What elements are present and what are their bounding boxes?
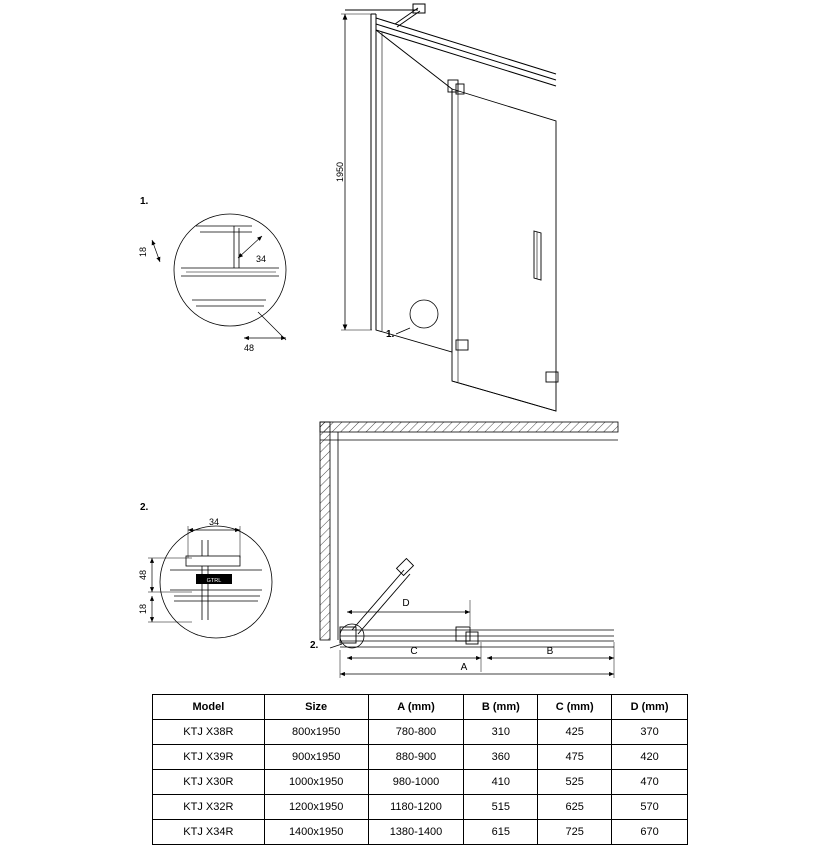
detail-1-label: 1. xyxy=(140,196,149,207)
cell-size: 900x1950 xyxy=(264,745,368,770)
cell-model: KTJ X32R xyxy=(153,795,265,820)
cell-a: 1180-1200 xyxy=(368,795,464,820)
detail-2-view xyxy=(138,502,272,638)
detail-2-dim-34: 34 xyxy=(208,517,220,527)
cell-a: 780-800 xyxy=(368,720,464,745)
cell-b: 410 xyxy=(464,770,538,795)
cell-a: 880-900 xyxy=(368,745,464,770)
table-row xyxy=(153,770,688,795)
specification-table xyxy=(152,694,688,845)
detail-1-dim-34: 34 xyxy=(256,254,267,264)
detail-2-label: 2. xyxy=(140,502,149,513)
column-header-a: A (mm) xyxy=(368,695,464,720)
cell-d: 370 xyxy=(612,720,688,745)
detail-1-dim-18: 18 xyxy=(138,246,148,258)
cell-c: 525 xyxy=(538,770,612,795)
detail-2-dim-48: 48 xyxy=(138,569,148,581)
cell-d: 470 xyxy=(612,770,688,795)
table-row xyxy=(153,820,688,845)
cell-a: 980-1000 xyxy=(368,770,464,795)
cell-size: 800x1950 xyxy=(264,720,368,745)
cell-model: KTJ X30R xyxy=(153,770,265,795)
plan-dim-D: D xyxy=(402,598,410,609)
table-header-row xyxy=(153,695,688,720)
cell-d: 670 xyxy=(612,820,688,845)
table-row xyxy=(153,745,688,770)
detail-1-dim-48: 48 xyxy=(244,343,255,353)
cell-size: 1400x1950 xyxy=(264,820,368,845)
cell-b: 360 xyxy=(464,745,538,770)
column-header-size: Size xyxy=(264,695,368,720)
cell-c: 625 xyxy=(538,795,612,820)
table-row xyxy=(153,795,688,820)
column-header-c: C (mm) xyxy=(538,695,612,720)
cell-model: KTJ X38R xyxy=(153,720,265,745)
column-header-d: D (mm) xyxy=(612,695,688,720)
cell-c: 475 xyxy=(538,745,612,770)
cell-d: 420 xyxy=(612,745,688,770)
front-height-dimension: 1950 xyxy=(335,161,345,183)
plan-view xyxy=(310,422,618,678)
plan-view-callout-2: 2. xyxy=(310,640,319,651)
column-header-b: B (mm) xyxy=(464,695,538,720)
table-row xyxy=(153,720,688,745)
detail-2-dim-18: 18 xyxy=(138,603,148,615)
cell-d: 570 xyxy=(612,795,688,820)
plan-dim-C: C xyxy=(410,646,418,657)
cell-c: 725 xyxy=(538,820,612,845)
cell-size: 1200x1950 xyxy=(264,795,368,820)
brand-mark: GTRL xyxy=(206,578,222,584)
cell-c: 425 xyxy=(538,720,612,745)
cell-model: KTJ X34R xyxy=(153,820,265,845)
cell-model: KTJ X39R xyxy=(153,745,265,770)
plan-dim-B: B xyxy=(546,646,554,657)
cell-b: 310 xyxy=(464,720,538,745)
plan-dim-A: A xyxy=(460,662,468,673)
cell-size: 1000x1950 xyxy=(264,770,368,795)
cell-b: 615 xyxy=(464,820,538,845)
cell-a: 1380-1400 xyxy=(368,820,464,845)
column-header-model: Model xyxy=(153,695,265,720)
cell-b: 515 xyxy=(464,795,538,820)
front-view-callout-1: 1. xyxy=(386,329,395,340)
front-elevation-view xyxy=(335,4,558,411)
detail-1-view xyxy=(138,196,286,353)
